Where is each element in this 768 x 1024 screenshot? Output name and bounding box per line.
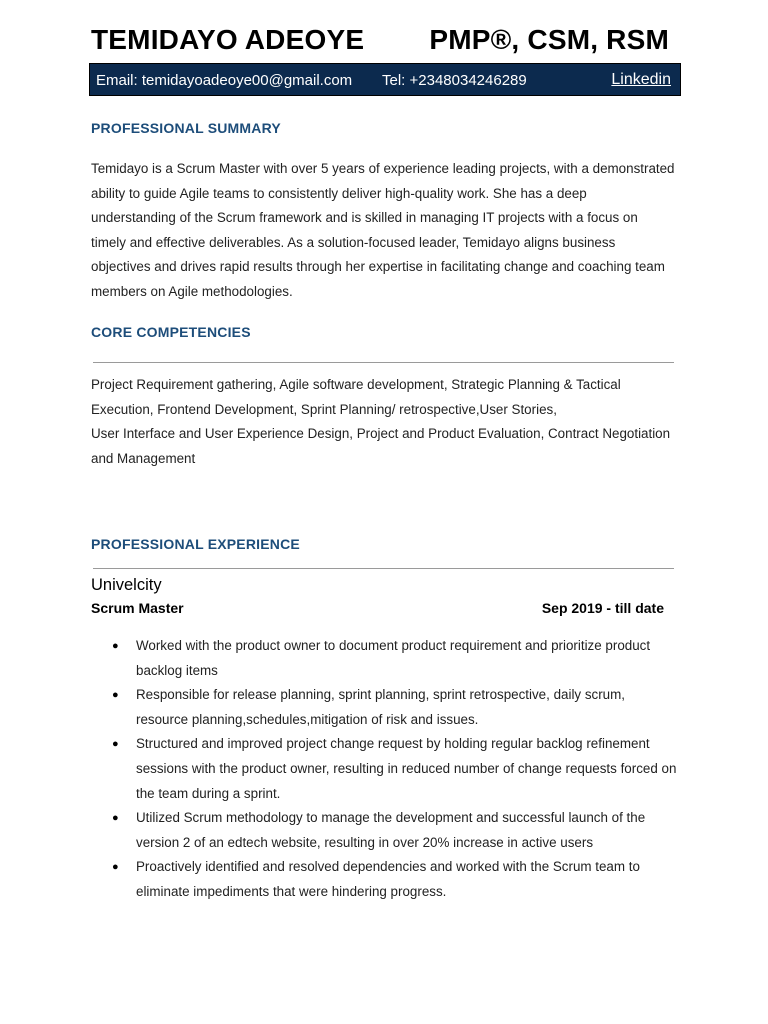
bullet-icon: ● — [112, 812, 119, 825]
bullet-icon: ● — [112, 738, 119, 751]
section-divider — [93, 568, 674, 569]
experience-bullets — [112, 634, 678, 905]
bullet-text: Responsible for release planning, sprint planning, sprint retrospective, daily scrum, resource planning,schedules,mitigation of risk and issues. — [136, 687, 626, 727]
job-role: Scrum Master — [91, 600, 184, 616]
bullet-icon: ● — [112, 861, 119, 874]
bullet-text: Proactively identified and resolved dependencies and worked with the Scrum team to eliminate impediments that were hindering progress. — [136, 859, 640, 899]
bullet-text: Structured and improved project change request by holding regular backlog refinement sessions with the product owner, resulting in reduced number of change requests forced on the team during a sprint. — [136, 736, 677, 801]
list-item — [112, 806, 678, 855]
section-title-summary: PROFESSIONAL SUMMARY — [91, 120, 281, 136]
competencies-text — [91, 373, 675, 471]
competencies-line-2: User Interface and User Experience Design, Project and Product Evaluation, Contract Negotiation and Management — [91, 426, 671, 466]
certifications: PMP®, CSM, RSM — [429, 24, 669, 55]
contact-phone: Tel: +2348034246289 — [382, 72, 527, 89]
competencies-line-1: Project Requirement gathering, Agile software development, Strategic Planning & Tactical Execution, Frontend Development, Sprint Planning/ retrospective,User Stories, — [91, 377, 621, 417]
list-item — [112, 634, 678, 683]
section-divider — [93, 362, 674, 363]
list-item — [112, 683, 678, 732]
bullet-icon: ● — [112, 689, 119, 702]
company-name: Univelcity — [91, 576, 162, 594]
summary-paragraph: Temidayo is a Scrum Master with over 5 years of experience leading projects, with a demonstrated ability to guide Agile teams to consistently deliver high-quality work. She has a deep understanding of the Scrum framework and is skilled in managing IT projects with a focus on timely and effective deliverables. As a solution-focused leader, Temidayo aligns business objectives and drives rapid results through her expertise in facilitating change and coaching team members on Agile methodologies. — [91, 161, 675, 299]
bullet-text: Worked with the product owner to document product requirement and prioritize product backlog items — [136, 638, 651, 678]
list-item — [112, 855, 678, 904]
section-title-competencies: CORE COMPETENCIES — [91, 324, 251, 340]
header-name-row — [91, 24, 671, 60]
section-title-experience: PROFESSIONAL EXPERIENCE — [91, 536, 300, 552]
bullet-icon: ● — [112, 640, 119, 652]
contact-email: Email: temidayoadeoye00@gmail.com — [96, 72, 353, 89]
bullet-text: Utilized Scrum methodology to manage the development and successful launch of the version 2 of an edtech website, resulting in over 20% increase in active users — [136, 810, 646, 850]
job-dates: Sep 2019 - till date — [541, 600, 664, 616]
candidate-name: TEMIDAYO ADEOYE — [91, 24, 365, 55]
linkedin-link[interactable]: Linkedin — [611, 71, 671, 88]
contact-bar — [89, 63, 681, 96]
list-item — [112, 732, 678, 806]
summary-text — [91, 157, 675, 305]
